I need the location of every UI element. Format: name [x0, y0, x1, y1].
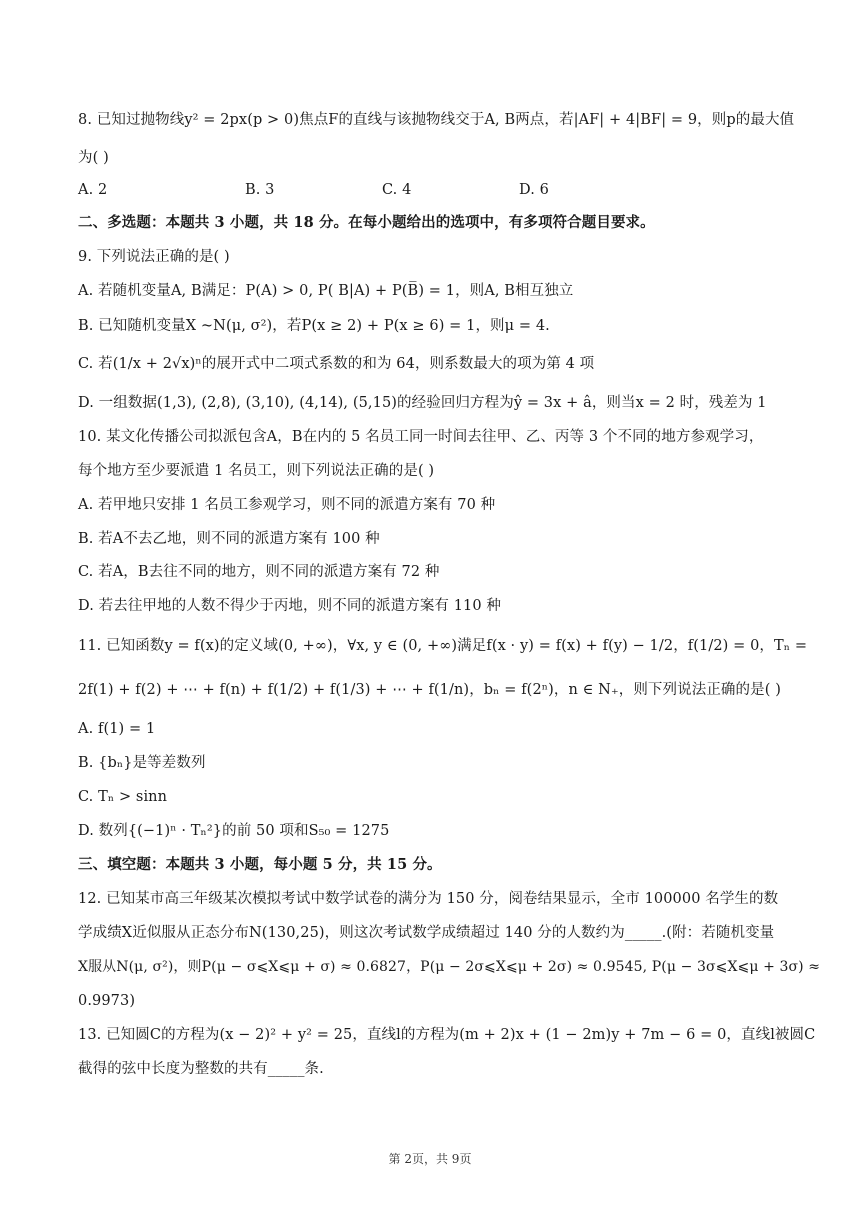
q8-options [78, 180, 800, 200]
q8-option-a: A. 2 [78, 182, 108, 198]
q9-option-d: D. 一组数据(1,3), (2,8), (3,10), (4,14), (5,15)的经验回归方程为ŷ = 3x + â，则当x = 2 时，残差为 1 [78, 395, 767, 411]
q11-option-c: C. Tₙ > sinn [78, 789, 168, 805]
q13-line2: 截得的弦中长度为整数的共有_____条. [78, 1061, 324, 1077]
q9-option-b: B. 已知随机变量X ~N(μ, σ²)，若P(x ≥ 2) + P(x ≥ 6) = 1，则μ = 4. [78, 318, 550, 334]
q8-option-b: B. 3 [245, 182, 275, 198]
section-heading-multi-choice: 二、多选题：本题共 3 小题，共 18 分。在每小题给出的选项中，有多项符合题目要求。 [78, 214, 655, 231]
q10-line2: 每个地方至少要派遣 1 名员工，则下列说法正确的是( ) [78, 463, 435, 479]
q11-line2: 2f(1) + f(2) + ⋯ + f(n) + f(1/2) + f(1/3) + ⋯ + f(1/n)，bₙ = f(2ⁿ)，n ∈ N₊，则下列说法正确的是( ) [78, 682, 781, 698]
q12-line1: 12. 已知某市高三年级某次模拟考试中数学试卷的满分为 150 分，阅卷结果显示，全市 100000 名学生的数 [78, 891, 779, 907]
q11-option-b: B. {bₙ}是等差数列 [78, 755, 206, 771]
q8-line1: 8. 已知过抛物线y² = 2px(p > 0)焦点F的直线与该抛物线交于A, B两点，若|AF| + 4|BF| = 9，则p的最大值 [78, 112, 795, 128]
q10-option-c: C. 若A，B去往不同的地方，则不同的派遣方案有 72 种 [78, 564, 440, 580]
q11-option-a: A. f(1) = 1 [78, 721, 156, 737]
q9-stem: 9. 下列说法正确的是( ) [78, 249, 230, 265]
q11-option-d: D. 数列{(−1)ⁿ · Tₙ²}的前 50 项和S₅₀ = 1275 [78, 823, 390, 839]
q9-option-c: C. 若(1/x + 2√x)ⁿ的展开式中二项式系数的和为 64，则系数最大的项为第 4 项 [78, 356, 595, 372]
q12-line2: 学成绩X近似服从正态分布N(130,25)，则这次考试数学成绩超过 140 分的人数约为_____.(附：若随机变量 [78, 925, 775, 941]
page-footer: 第 2页，共 9页 [388, 1152, 472, 1166]
q12-line4: 0.9973) [78, 993, 136, 1009]
q9-option-a: A. 若随机变量A, B满足：P(A) > 0, P( B|A) + P(B̅) = 1，则A, B相互独立 [78, 283, 574, 299]
q10-option-d: D. 若去往甲地的人数不得少于丙地，则不同的派遣方案有 110 种 [78, 598, 502, 614]
q10-option-b: B. 若A不去乙地，则不同的派遣方案有 100 种 [78, 531, 380, 547]
q8-option-c: C. 4 [382, 182, 412, 198]
q12-line3: X服从N(μ, σ²)，则P(μ − σ⩽X⩽μ + σ) ≈ 0.6827，P(μ − 2σ⩽X⩽μ + 2σ) ≈ 0.9545, P(μ − 3σ⩽X⩽μ + 3σ) ≈ [78, 959, 821, 975]
q8-line2: 为( ) [78, 150, 109, 166]
q10-option-a: A. 若甲地只安排 1 名员工参观学习，则不同的派遣方案有 70 种 [78, 497, 496, 513]
section-heading-fill-blank: 三、填空题：本题共 3 小题，每小题 5 分，共 15 分。 [78, 856, 442, 873]
q10-line1: 10. 某文化传播公司拟派包含A，B在内的 5 名员工同一时间去往甲、乙、丙等 3 个不同的地方参观学习， [78, 429, 764, 445]
q8-option-d: D. 6 [519, 182, 549, 198]
q13-line1: 13. 已知圆C的方程为(x − 2)² + y² = 25，直线l的方程为(m + 2)x + (1 − 2m)y + 7m − 6 = 0，直线l被圆C [78, 1027, 816, 1043]
q11-line1: 11. 已知函数y = f(x)的定义域(0, +∞)，∀x, y ∈ (0, +∞)满足f(x · y) = f(x) + f(y) − 1/2，f(1/2) = 0，Tₙ = [78, 638, 808, 654]
